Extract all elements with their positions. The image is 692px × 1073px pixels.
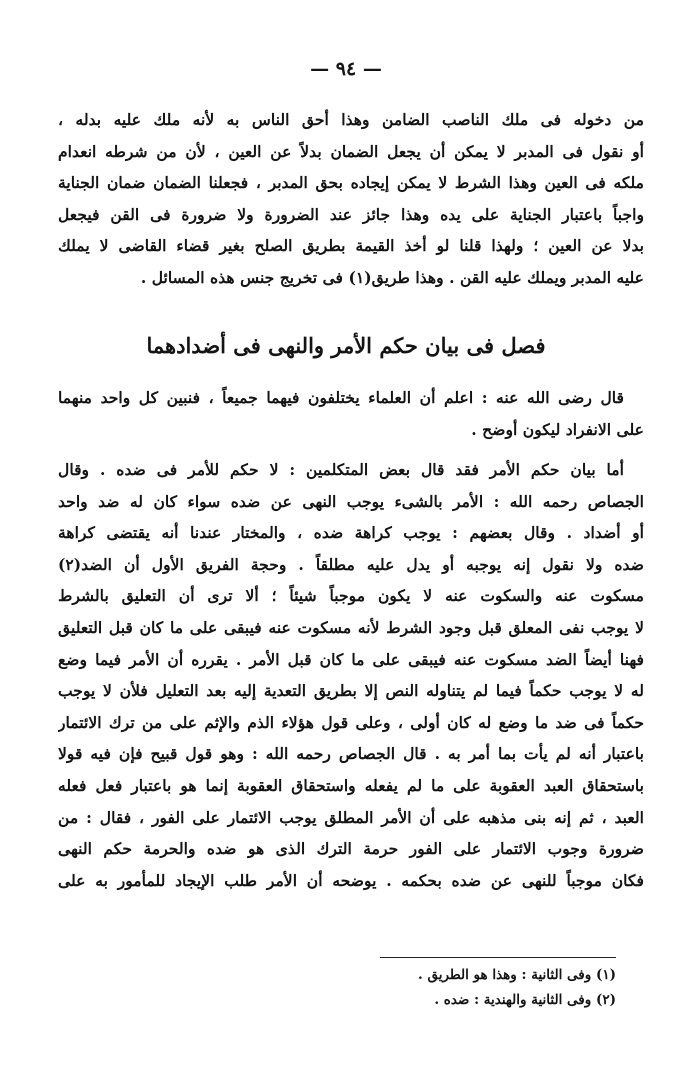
- text-line: عليه المدبر ويملك عليه القن . وهذا طريق(١) فى تخريج جنس هذه المسائل .: [140, 267, 644, 287]
- text-line: لا يوجب نفى المعلق قبل وجود الشرط لأنه مسكوت عنه فيبقى على ما كان قبل التعليق: [58, 617, 644, 637]
- text-line: ملكه فى العين وهذا الشرط لا يمكن إيجاده بحق المدبر ، فجعلنا الضمان ضمان الجناية: [58, 173, 644, 193]
- footnote-divider: [380, 957, 616, 958]
- text-line: من دخوله فى ملك الناصب الضامن وهذا أحق الناس به لأنه ملك عليه بدله ،: [58, 110, 644, 129]
- text-line: بدلا عن العين ؛ ولهذا قلنا لو أخذ القيمة بطريق الصلح بغير قضاء القاضى لا يملك: [58, 236, 644, 256]
- text-line: فكان موجباً للنهى عن ضده بحكمه . يوضحه أن الأمر طلب الإيجاد للمأمور به على: [58, 870, 644, 890]
- text-line: له لا يوجب حكماً فيما لم يتناوله النص إلا بطريق التعدية إليه بعد التعليل فلأن لا يوجب: [58, 681, 644, 701]
- text-line: أو نقول فى المدبر لا يمكن أن يجعل الضمان بدلاً عن العين ، لأن من شرطه انعدام: [58, 141, 644, 161]
- paragraph-command-ruling: [58, 454, 644, 896]
- text-line: حكماً فى ضد ما وضع له كان أولى ، وعلى قول هؤلاء الذم والإثم على من ترك الائتمار: [58, 712, 644, 732]
- page-number: — ٩٤ —: [310, 58, 382, 80]
- intro-paragraph: [58, 104, 644, 294]
- footnotes: [418, 963, 616, 1013]
- text-line: ضده ولا نقول إنه يوجبه أو يدل عليه مطلقاً . وحجة الفريق الأول أن الضد(٢): [58, 554, 644, 574]
- footnote-1: (١) وفى الثانية : وهذا هو الطريق .: [418, 967, 616, 983]
- text-line: العبد ، ثم إنه بنى مذهبه على أن الأمر المطلق يوجب الائتمار على الفور ، فقال : من: [58, 807, 644, 827]
- text-line: الجصاص رحمه الله : الأمر بالشىء يوجب النهى عن ضده سواء كان له ضد واحد: [58, 491, 644, 511]
- text-line: ضرورة وجوب الائتمار على الفور حرمة الترك الذى هو ضده والحرمة حكم النهى: [58, 839, 644, 859]
- text-line: قال رضى الله عنه : اعلم أن العلماء يختلفون فيهما جميعاً ، فنبين كل واحد منهما: [58, 388, 624, 407]
- text-line: باستحقاق العبد العقوبة على ما لم يفعله واستحقاق العقوبة إنما هو باعتبار فعل فعله: [58, 775, 644, 795]
- text-line: أما بيان حكم الأمر فقد قال بعض المتكلمين : لا حكم للأمر فى ضده . وقال: [58, 460, 624, 479]
- text-line: على الانفراد ليكون أوضح .: [471, 419, 644, 439]
- section-heading: فصل فى بيان حكم الأمر والنهى فى أضدادهما: [146, 333, 546, 358]
- footnote-2: (٢) وفى الثانية والهندية : ضده .: [434, 992, 616, 1008]
- text-line: واجباً باعتبار الجناية على يده وهذا جائز عند الضرورة ولا ضرورة فى القن فيجعل: [58, 204, 644, 224]
- text-line: باعتبار أنه لم يأت بما أمر به . قال الجصاص رحمه الله : وهو قول قبيح فإن فيه قولا: [58, 744, 644, 764]
- text-line: أو أضداد . وقال بعضهم : يوجب كراهة ضده ، والمختار عندنا أنه يقتضى كراهة: [58, 523, 644, 543]
- text-line: مسكوت عنه والسكوت عنه لا يكون موجباً شيئاً ؛ ألا ترى أن التعليق بالشرط: [58, 586, 644, 606]
- text-line: فهنا أيضاً الضد مسكوت عنه فيبقى على ما كان قبل الأمر . يقرره أن الأمر فيما وضع: [58, 649, 644, 669]
- paragraph-intro-statement: [58, 382, 644, 445]
